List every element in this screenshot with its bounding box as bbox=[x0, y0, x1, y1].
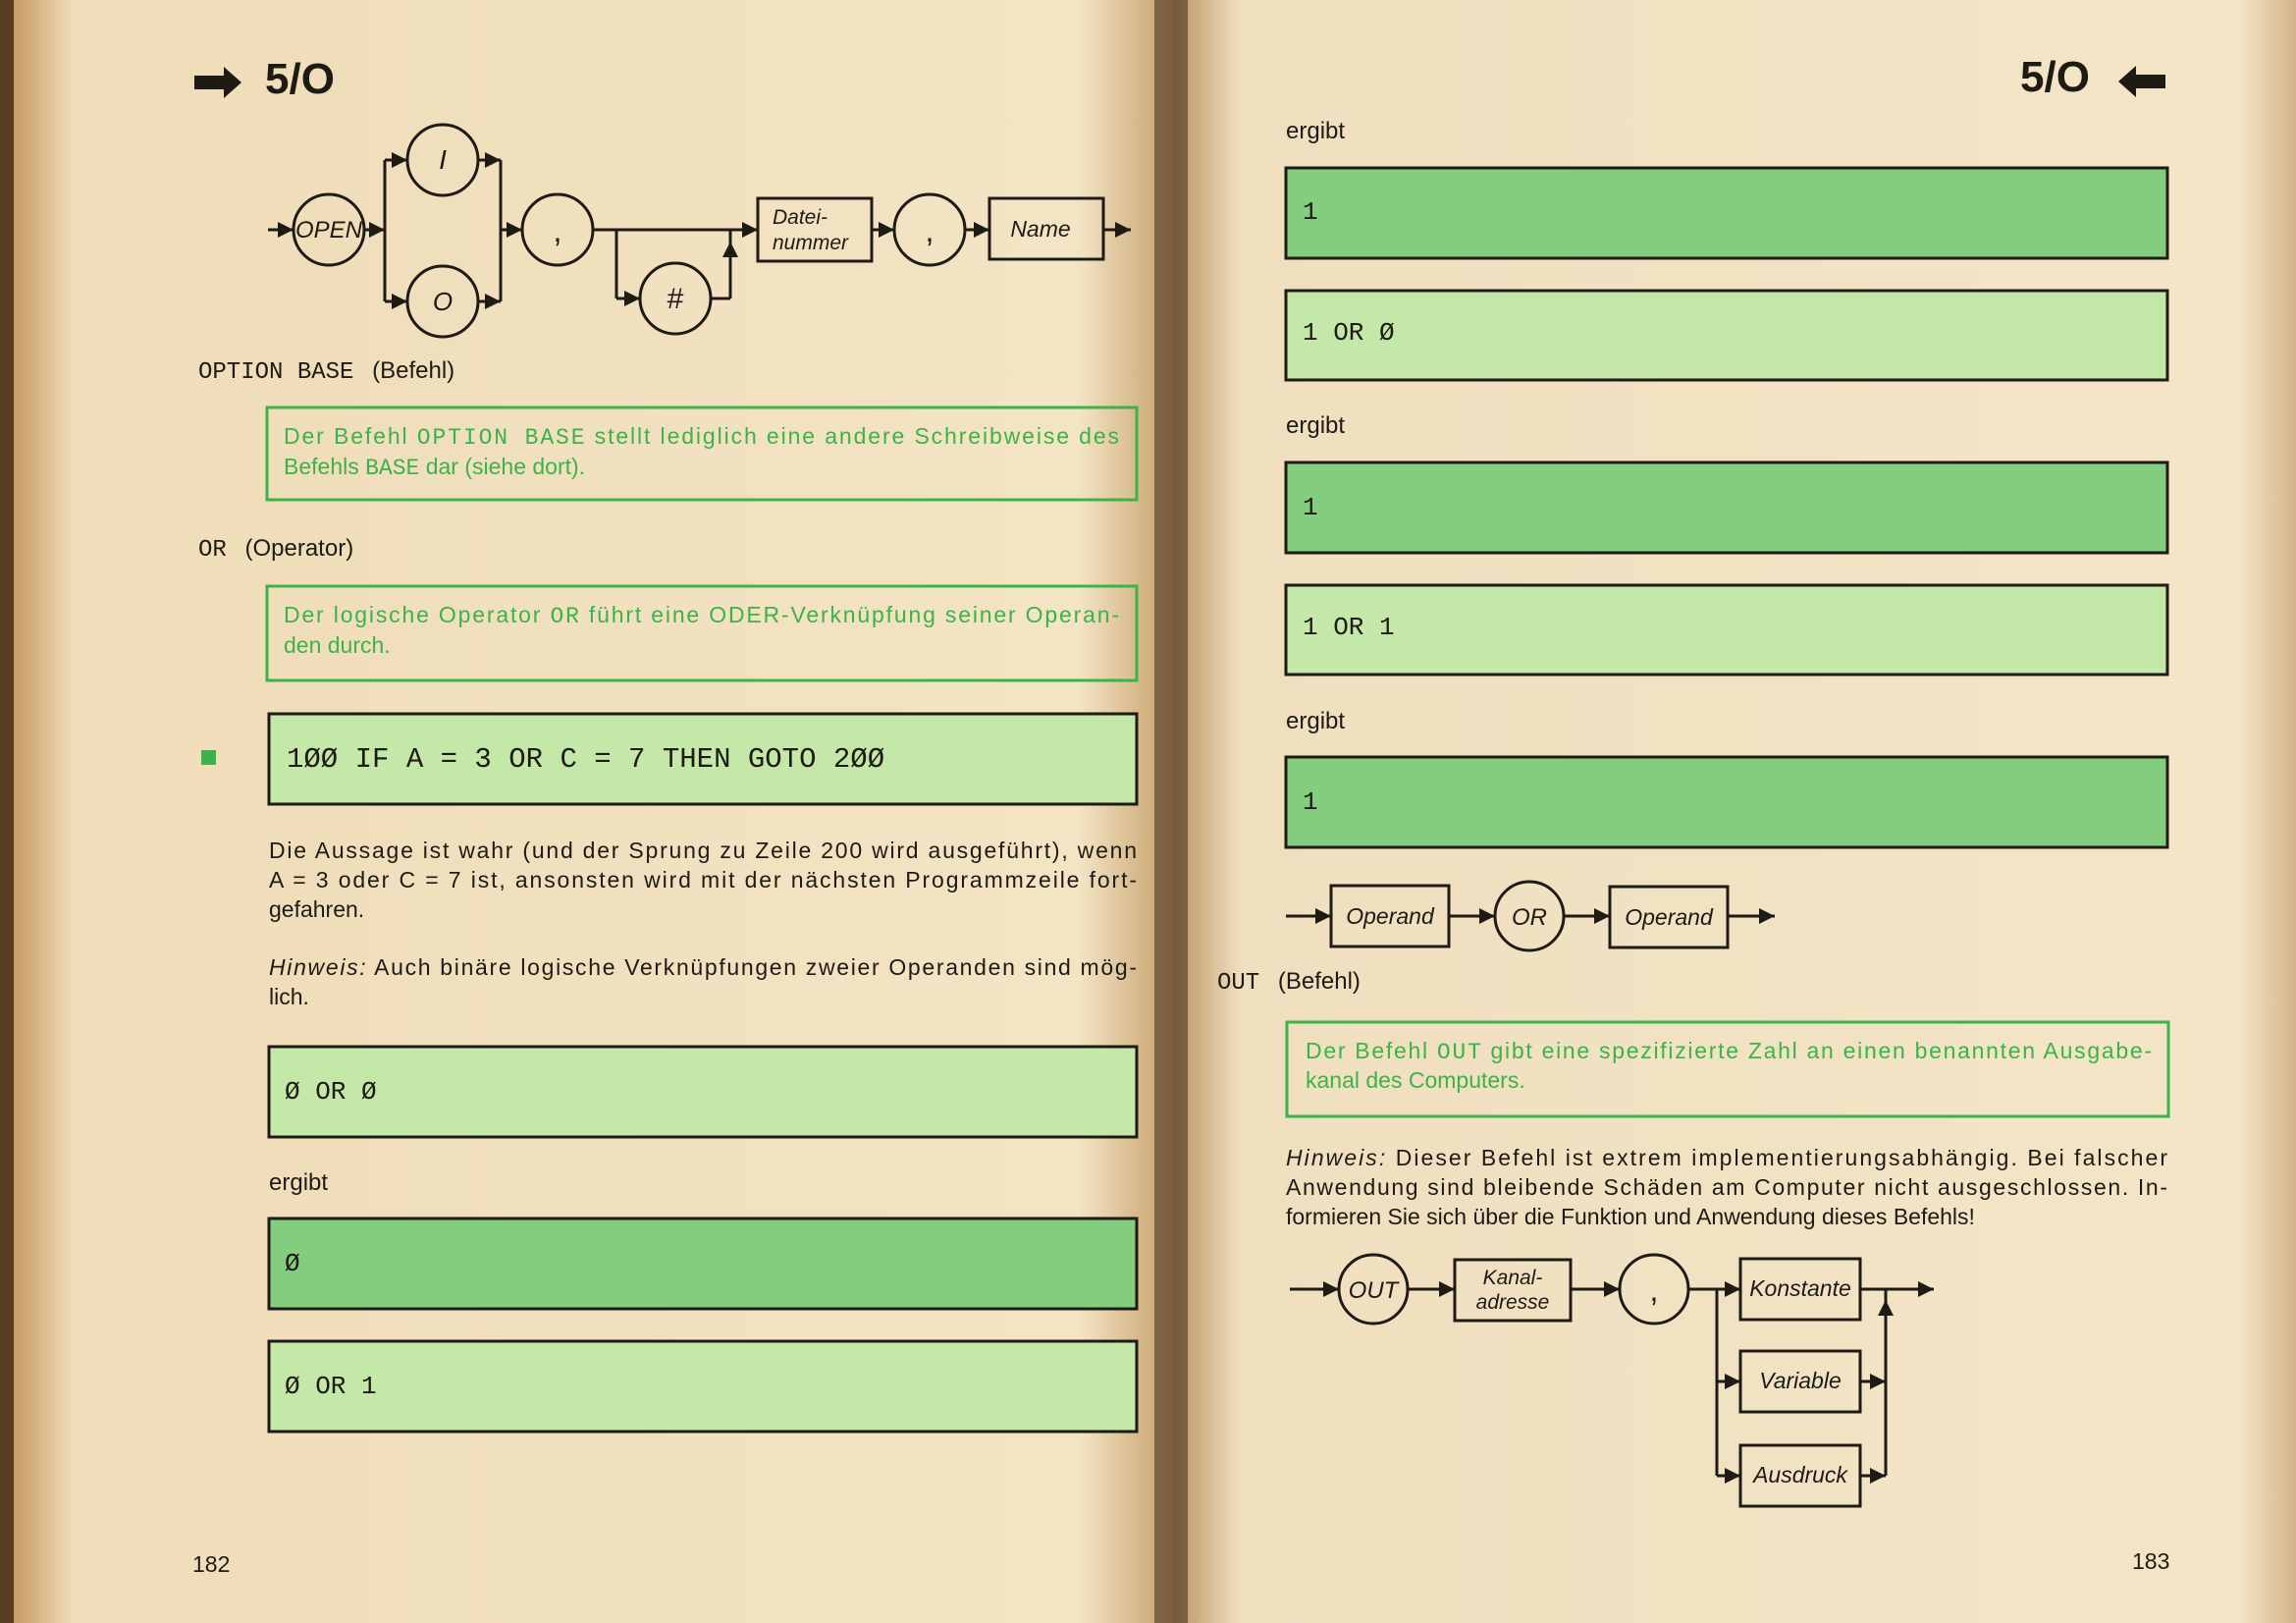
gutter-shadow bbox=[1154, 0, 1188, 1623]
or-heading bbox=[198, 535, 353, 564]
or-heading-type: (Operator) bbox=[244, 535, 354, 562]
option-base-def-line2-code: BASE bbox=[365, 456, 420, 481]
result-block-one-1 bbox=[1286, 168, 2167, 258]
code-zero-or-one: Ø OR 1 bbox=[285, 1372, 377, 1401]
left-page-number: 182 bbox=[192, 1551, 231, 1577]
or-example-code: 1ØØ IF A = 3 OR C = 7 THEN GOTO 2ØØ bbox=[287, 743, 885, 776]
result-label-3: ergibt bbox=[1286, 412, 1346, 439]
out-definition-line1 bbox=[1306, 1038, 2152, 1065]
expression-label: Ausdruck bbox=[1753, 1462, 1847, 1488]
or-heading-keyword: OR bbox=[198, 537, 227, 564]
out-heading-keyword: OUT bbox=[1217, 970, 1260, 997]
or-hint-text: Auch binäre logische Verknüpfungen zweier Operanden sind mög- bbox=[367, 954, 1137, 980]
option-base-def-line1-code: OPTION BASE bbox=[416, 425, 585, 451]
constant-label: Konstante bbox=[1749, 1275, 1851, 1301]
code-block-one-or-one bbox=[1286, 585, 2167, 675]
or-explanation-line3: gefahren. bbox=[269, 896, 365, 922]
result-block-one-2 bbox=[1286, 462, 2167, 553]
green-square-icon bbox=[201, 750, 216, 765]
out-hint-line2: Anwendung sind bleibende Schäden am Computer nicht ausgeschlossen. In- bbox=[1286, 1174, 2167, 1200]
result-one-3: 1 bbox=[1303, 787, 1318, 817]
out-definition-line2: kanal des Computers. bbox=[1306, 1067, 1525, 1093]
right-page-number: 183 bbox=[2132, 1548, 2170, 1574]
file-number-label-line1: Datei- bbox=[773, 206, 828, 229]
out-def-line1-post: gibt eine spezifizierte Zahl an einen benannten Ausgabe- bbox=[1482, 1038, 2152, 1063]
channel-address-line1: Kanal- bbox=[1482, 1267, 1543, 1289]
left-page-header-title: 5/O bbox=[265, 55, 335, 103]
out-heading-type: (Befehl) bbox=[1277, 968, 1361, 995]
out-hint-line3: formieren Sie sich über die Funktion und Anwendung dieses Befehls! bbox=[1286, 1204, 1975, 1229]
code-block-zero-or-zero bbox=[269, 1047, 1137, 1137]
file-number-label-line2: nummer bbox=[773, 232, 849, 254]
mode-output-label: O bbox=[432, 287, 454, 316]
or-explanation-line2: A = 3 oder C = 7 ist, ansonsten wird mit der nächsten Programmzeile fort- bbox=[269, 867, 1137, 893]
code-block-one-or-zero bbox=[1286, 291, 2167, 380]
option-base-heading bbox=[198, 357, 454, 386]
or-def-line1-post: führt eine ODER-Verknüpfung seiner Operan- bbox=[580, 602, 1119, 627]
out-heading bbox=[1217, 968, 1361, 997]
option-base-type: (Befehl) bbox=[372, 357, 455, 384]
or-definition-line1 bbox=[284, 602, 1119, 629]
out-comma-label: , bbox=[1649, 1272, 1659, 1308]
open-keyword-label: OPEN bbox=[294, 217, 363, 243]
comma-label-2: , bbox=[925, 213, 934, 248]
or-definition-line2: den durch. bbox=[284, 632, 391, 658]
operand-label-1: Operand bbox=[1346, 903, 1434, 929]
name-label: Name bbox=[1010, 216, 1071, 242]
or-hint-label: Hinweis: bbox=[269, 954, 366, 980]
mode-input-label: I bbox=[439, 144, 447, 175]
result-one-2: 1 bbox=[1303, 493, 1318, 522]
comma-label-1: , bbox=[553, 213, 562, 248]
out-hint-line1 bbox=[1286, 1145, 2167, 1170]
option-base-definition-line2 bbox=[284, 454, 585, 481]
out-def-line1-pre: Der Befehl bbox=[1306, 1038, 1436, 1063]
out-hint-label: Hinweis: bbox=[1286, 1145, 1386, 1170]
option-base-def-line1-pre: Der Befehl bbox=[284, 423, 415, 449]
out-hint-text-1: Dieser Befehl ist extrem implementierungsabhängig. Bei falscher bbox=[1387, 1145, 2167, 1170]
result-one-1: 1 bbox=[1303, 197, 1318, 227]
right-page-header-title: 5/O bbox=[2020, 53, 2090, 101]
option-base-def-line2-pre: Befehls bbox=[284, 454, 366, 479]
result-block-zero bbox=[269, 1218, 1137, 1309]
or-def-line1-code: OR bbox=[550, 604, 579, 629]
code-one-or-one: 1 OR 1 bbox=[1303, 613, 1395, 642]
code-one-or-zero: 1 OR Ø bbox=[1303, 318, 1395, 348]
variable-label: Variable bbox=[1759, 1368, 1842, 1393]
out-def-line1-code: OUT bbox=[1436, 1040, 1481, 1065]
operand-label-2: Operand bbox=[1625, 904, 1713, 930]
result-label-2: ergibt bbox=[1286, 118, 1346, 144]
result-block-one-3 bbox=[1286, 757, 2167, 847]
code-zero-or-zero: Ø OR Ø bbox=[285, 1077, 377, 1107]
option-base-def-line1-post: stellt lediglich eine andere Schreibweise des bbox=[586, 423, 1119, 449]
result-label-1: ergibt bbox=[269, 1169, 329, 1196]
code-block-zero-or-one bbox=[269, 1341, 1137, 1432]
result-label-4: ergibt bbox=[1286, 708, 1346, 734]
channel-address-line2: adresse bbox=[1475, 1291, 1550, 1314]
option-base-keyword: OPTION BASE bbox=[198, 359, 354, 386]
or-hint-line1 bbox=[269, 954, 1137, 980]
or-explanation-line1: Die Aussage ist wahr (und der Sprung zu Zeile 200 wird ausgeführt), wenn bbox=[269, 838, 1137, 863]
option-base-def-line2-post: dar (siehe dort). bbox=[419, 454, 586, 479]
hash-label: # bbox=[667, 283, 684, 315]
result-zero: Ø bbox=[285, 1249, 300, 1278]
or-hint-line2: lich. bbox=[269, 984, 309, 1009]
out-keyword-label: OUT bbox=[1348, 1277, 1399, 1304]
or-def-line1-pre: Der logische Operator bbox=[284, 602, 549, 627]
or-op-label: OR bbox=[1512, 904, 1547, 931]
